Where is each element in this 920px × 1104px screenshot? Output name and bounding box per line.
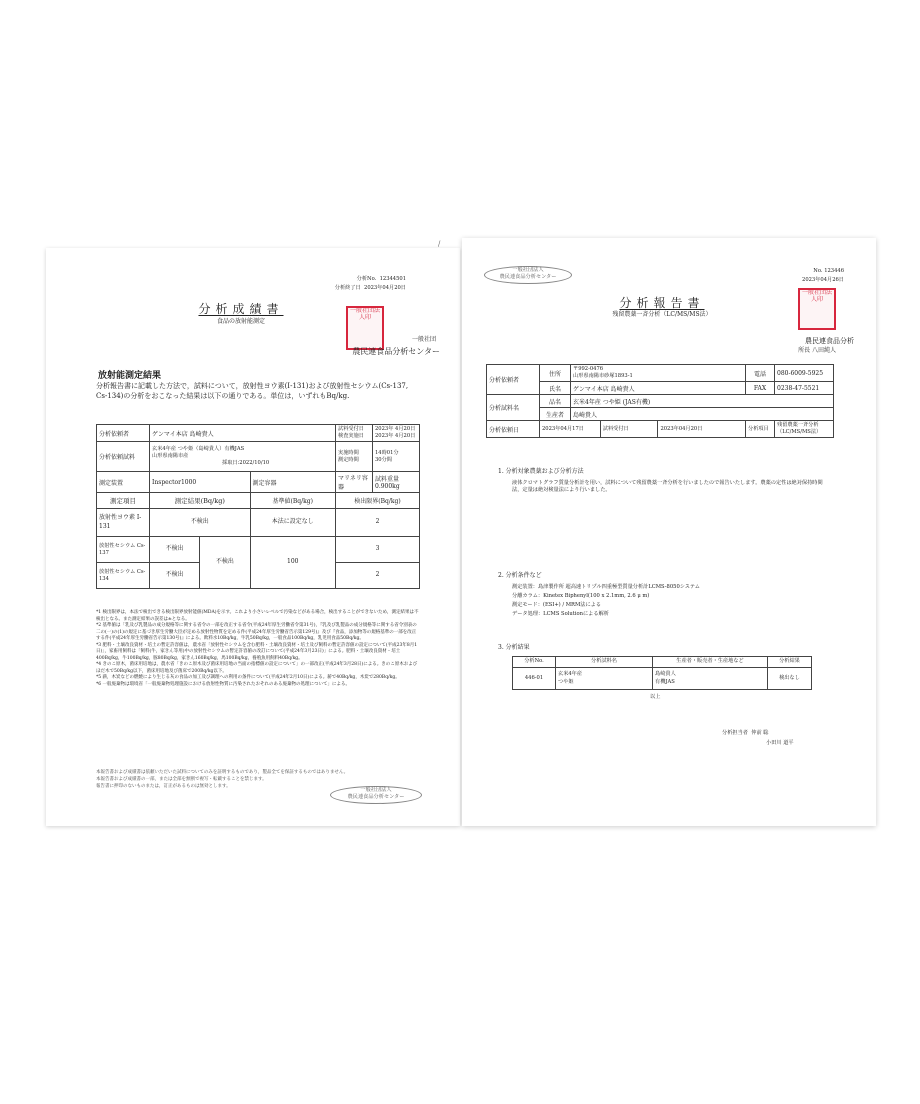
stray-mark: / [438,240,441,248]
measurement-table: 分析依頼者 ゲンマイ本店 島崎貴人 試料受付日 検査実施日 2023年 4月20日 2023年 4月20日 分析依頼試料 玄米4年産 つや姫（島崎貴人）有機JAS 山形県南陽市産 採取日:2022/10/10 実施時間 測定時間 14時01分 30分間 測定装置 Inspector1000 測定容器 マリネリ容器 試料重量 0.900kg 測定項目 測定結果(Bq/kg) 基準値(Bq/kg) 検出限界(Bq/kg) 放射性ヨウ素 I-131 不検出 本法に設定なし 2 放射性セシウム Cs-137 不検出 不検出 100 3 放射性セシウム Cs-134 不検出 2 [96,424,420,589]
section-2-title: 2. 分析条件など [498,572,542,579]
page-subtitle: 残留農薬一斉分析（LC/MS/MS法） [612,311,712,318]
section-3-title: 3. 分析結果 [498,644,530,651]
page-title: 分析報告書 [619,296,705,310]
report-number: No. 123446 [813,268,844,274]
results-header: 測定項目 測定結果(Bq/kg) 基準値(Bq/kg) 検出限界(Bq/kg) [97,493,420,509]
page-subtitle: 食品の放射能測定 [216,318,265,325]
org-name: 農民連食品分析 [805,337,854,345]
request-table: 分析依頼者 住所 〒992-0476 山形県南陽市砂塚1893-1 電話 080-6009-5925 氏名 ゲンマイ本店 島崎貴人 FAX 0238-47-5521 分析試料名 品名 玄米4年産 つや姫 (JAS有機) 生産者 島崎貴人 分析依頼日 2023年04月17日 試料受付日 2023年04月20日 分析項目 残留農薬一斉分析（LC/MS/MS法） [486,364,834,438]
section-1-title: 1. 分析対象農薬および分析方法 [498,468,584,475]
director: 所長 八田純人 [798,347,836,354]
org-prefix: 一般社団 [411,336,436,343]
table-row: 放射性セシウム Cs-137 不検出 不検出 100 3 [97,537,420,563]
org-logo: 一般社団法人 農民連食品分析センター [330,786,422,804]
client-value: ゲンマイ本店 島崎貴人 [150,425,336,442]
org-logo: 一般社団法人 農民連食品分析センター [484,266,572,284]
section-1-body: 液体クロマトグラフ質量分析計を用い，試料について残留農薬一斉分析を行いましたので報告いたします。農薬の定性は絶対保持時間法，定量は絶対検量法により行いました。 [512,480,823,494]
analysis-number: 分析No. 12344501 [356,276,406,282]
official-seal: 一般社団法人印 [346,306,384,350]
report-date: 2023年04月26日 [802,277,844,283]
table-row: 446-01 玄米4年産 つや姫 島崎貴人 有機JAS 検出なし [513,668,812,690]
completed-date: 分析終了日 2023年04月20日 [334,285,406,291]
client-label: 分析依頼者 [97,425,150,442]
sample-label: 分析依頼試料 [97,442,150,472]
section-2-body: 測定装置：島津製作所 超高速トリプル四重極型質量分析計LCMS-8050システム 分離カラム：Kinetex Biphenyl(100 x 2.1mm, 2.6 μ m) 測定モード：(ESI+) / MRM法による データ処理：LCMS Solutionによる解析 [512,584,700,617]
page-title: 分析成績書 [198,302,284,316]
analysis-report-page [462,238,876,826]
analysis-certificate-page [46,248,460,826]
sample-value: 玄米4年産 つや姫（島崎貴人）有機JAS 山形県南陽市産 採取日:2022/10/10 [150,442,336,472]
org-name: 農民連食品分析センター [352,347,440,356]
disclaimer: 本報告書および成績書は依頼いただいた試料についてのみを証明するものであり，製品全てを保証するものではありません。 本報告書および成績書の一部，または全部を無断で複写・転載することを禁じます。 報告書に押印のないものまたは，訂正があるものは無効とします。 [96,770,349,789]
official-seal: 一般社団法人印 [798,288,836,330]
end-mark: 以上 [650,694,661,700]
table-row: 放射性ヨウ素 I-131 不検出 本法に設定なし 2 [97,509,420,537]
intro-text: 分析報告書に記載した方法で，試料について，放射性ヨウ素(I-131)および放射性セシウム(Cs-137, Cs-134)の分析をおこなった結果は以下の通りである。単位は，いずれもBq/kg. [96,382,409,400]
analyst-2: 小田川 道平 [766,740,794,746]
footnotes: *1 検出限界は，本法で検出できる検出限界放射能値(MDA)を示す。これより小さいレベルで汚染などがある場合，検出することができないため，測定結果は不検出となる。また測定結果の誤差は±となる。 *2 基準値は「乳及び乳製品の成分規格等に関する省令の一部を改正する省令(平成24年厚生労働省令第31号)，『乳及び乳製品の成分規格等に関する省令別表の二の(一)の(1)の規定に基づき厚生労働大臣が定める放射性物質を定める件(平成24年厚生労働省告示第129号)』及び『食品，添加物等の規格基準の一部を改正する件(平成24年厚生労働省告示第130号)』による。飲料水10Bq/kg，牛乳50Bq/kg，一般食品100Bq/kg，乳児用食品50Bq/kg。 *3 肥料・土壌改良資材・培土の暫定許容値は，農水省「放射性セシウムを含む肥料・土壌改良資材・培土及び飼料の暫定許容値の設定について(平成23年8月1日)」，家畜用飼料は「飼料(牛，家きん等用)中の放射性セシウムの暫定許容値の改訂について(平成24年3月23日)」による。肥料・土壌改良資材・培土400Bq/kg，牛100Bq/kg，豚80Bq/kg，家きん160Bq/kg，馬100Bq/kg，養殖魚用飼料40Bq/kg。 *4 きのこ原木，菌床用培地は，農水省「きのこ原木及び菌床用培地の当面の指標値の設定について」の一部改正(平成24年3月28日)による。きのこ原木および ほだ木で50Bq/kg以下，菌床用培地及び菌床で200Bq/kg以下。 *5 薪，木炭などの燃焼により生じる灰の食品の加工及び調理への利用の条件について(平成24年2月10日)による。薪で40Bq/kg，木炭で280Bq/kg。 *6 一般廃棄物は環境省「一般廃棄物処理施設における放射性物質に汚染されたおそれのある廃棄物の処理について」による。 [96,610,419,687]
results-table: 分析No. 分析試料名 生産者・販売者・生産地など 分析結果 446-01 玄米4年産 つや姫 島崎貴人 有機JAS 検出なし [512,656,812,690]
section-title: 放射能測定結果 [98,371,162,381]
analyst: 分析担当者 仲前 聡 [722,730,769,736]
table-row: 放射性セシウム Cs-134 不検出 2 [97,563,420,589]
